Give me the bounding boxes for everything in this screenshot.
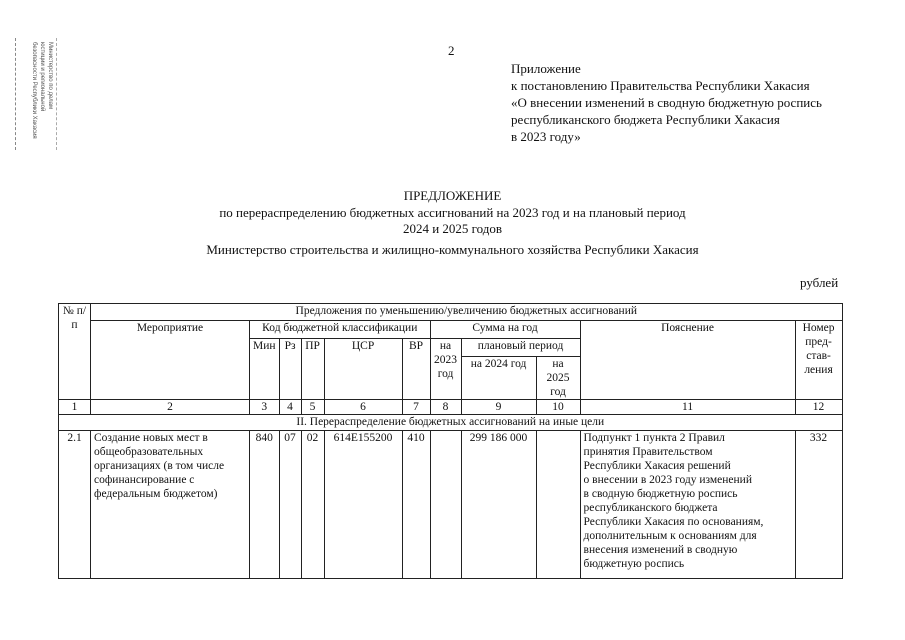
row-min: 840 (250, 431, 280, 579)
appendix-line: к постановлению Правительства Республики Хакасия (511, 78, 810, 93)
header-explanation: Пояснение (580, 321, 795, 400)
column-number: 12 (795, 400, 842, 415)
header-csr: ЦСР (324, 339, 402, 400)
explanation-line: в сводную бюджетную роспись (583, 488, 738, 500)
column-number: 6 (324, 400, 402, 415)
column-number: 10 (536, 400, 580, 415)
explanation-line: Республики Хакасия по основаниям, (583, 516, 764, 528)
explanation-line: дополнительным к основаниям для (583, 530, 757, 542)
column-number: 5 (301, 400, 324, 415)
appendix-line: «О внесении изменений в сводную бюджетную роспись (511, 95, 822, 110)
document-title: ПРЕДЛОЖЕНИЕ (403, 188, 502, 203)
header-proposals: Предложения по уменьшению/увеличению бюджетных ассигнований (91, 304, 843, 321)
document-subtitle: 2024 и 2025 годов (402, 221, 503, 236)
column-number: 3 (250, 400, 280, 415)
ministry-name: Министерство строительства и жилищно-коммунального хозяйства Республики Хакасия (206, 242, 699, 257)
row-2024: 299 186 000 (461, 431, 536, 579)
header-amount-year: Сумма на год (430, 321, 580, 339)
header-2025: на 2025 год (536, 357, 580, 400)
table-row (59, 431, 843, 579)
header-planned-period: плановый период (461, 339, 580, 357)
stamp-line: Министерство по делам (47, 42, 53, 110)
section-title: II. Перераспределение бюджетных ассигнований на иные цели (59, 415, 843, 431)
currency-unit: рублей (800, 275, 839, 290)
header-event: Мероприятие (91, 321, 250, 400)
header-budget-code: Код бюджетной классификации (250, 321, 431, 339)
column-number: 1 (59, 400, 91, 415)
explanation-line: Подпункт 1 пункта 2 Правил (583, 432, 725, 444)
appendix-line: Приложение (511, 61, 581, 76)
registration-stamp (15, 38, 57, 150)
row-vr: 410 (402, 431, 430, 579)
stamp-line: юстиции и региональной (39, 42, 45, 112)
appendix-block (511, 60, 822, 145)
explanation-line: внесения изменений в сводную (583, 544, 738, 556)
header-pr: ПР (301, 339, 324, 400)
document-subtitle: по перераспределению бюджетных ассигнований на 2023 год и на плановый период (219, 205, 686, 220)
row-2025 (536, 431, 580, 579)
explanation-line: Республики Хакасия решений (583, 460, 731, 472)
column-number: 4 (279, 400, 301, 415)
header-vr: ВР (402, 339, 430, 400)
header-2023: на 2023 год (430, 339, 461, 400)
header-num: № п/п (59, 304, 91, 400)
header-2024: на 2024 год (461, 357, 536, 400)
explanation-line: о внесении в 2023 году изменений (583, 474, 752, 486)
column-number: 2 (91, 400, 250, 415)
row-2023 (430, 431, 461, 579)
column-number: 7 (402, 400, 430, 415)
header-rz: Рз (279, 339, 301, 400)
page-number: 2 (448, 43, 455, 58)
row-number-submission: 332 (795, 431, 842, 579)
appendix-line: республиканского бюджета Республики Хакасия (511, 112, 780, 127)
explanation-line: бюджетную роспись (583, 558, 685, 570)
explanation-line: республиканского бюджета (583, 502, 718, 514)
budget-table (58, 303, 843, 579)
row-csr: 614E155200 (324, 431, 402, 579)
row-num: 2.1 (59, 431, 91, 579)
column-number: 11 (580, 400, 795, 415)
row-explanation (580, 431, 795, 579)
appendix-line: в 2023 году» (511, 129, 581, 144)
column-number: 8 (430, 400, 461, 415)
explanation-line: принятия Правительством (583, 446, 713, 458)
header-min: Мин (250, 339, 280, 400)
header-number-submission: Номер пред-став-ления (795, 321, 842, 400)
row-rz: 07 (279, 431, 301, 579)
stamp-line: безопасности Республики Хакасия (31, 42, 37, 139)
row-event: Создание новых мест в общеобразовательных организациях (в том числе софинансирование с федеральным бюджетом) (91, 431, 250, 579)
column-number: 9 (461, 400, 536, 415)
row-pr: 02 (301, 431, 324, 579)
